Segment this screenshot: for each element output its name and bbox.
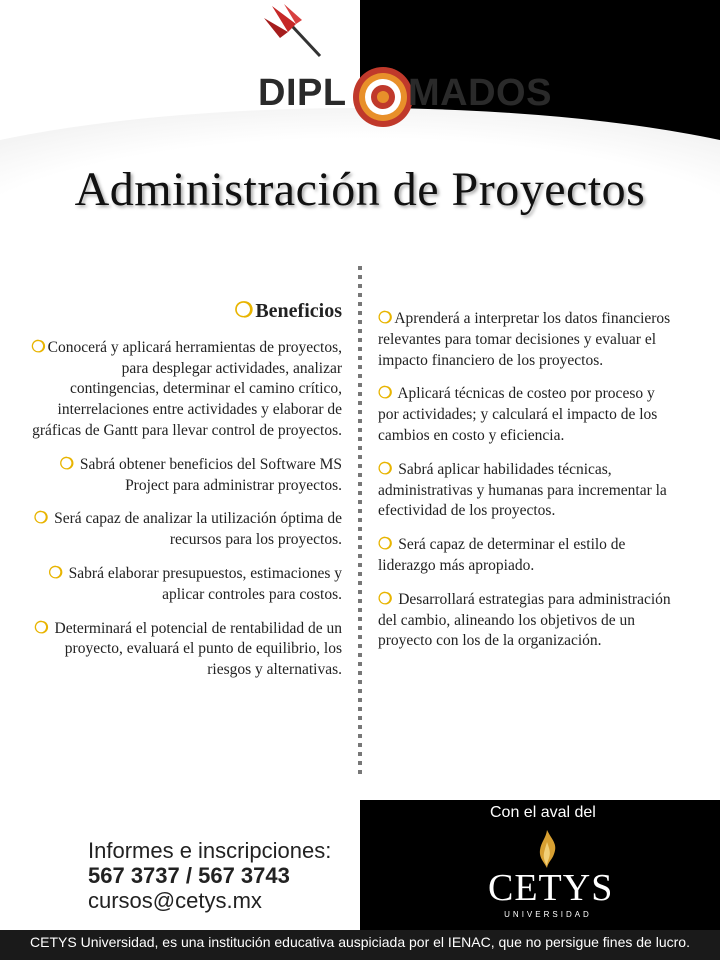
dart-icon	[262, 4, 332, 64]
bullet-icon: ❍	[378, 385, 393, 403]
bullet-icon: ❍	[378, 460, 393, 478]
contact-email[interactable]: cursos@cetys.mx	[88, 888, 262, 913]
list-item-text: Será capaz de analizar la utilización óptima de recursos para los proyectos.	[50, 510, 342, 549]
list-item	[378, 590, 678, 652]
bullet-icon: ❍	[378, 590, 393, 608]
bullet-icon: ❍	[31, 338, 46, 356]
list-item-text: Aplicará técnicas de costeo por proceso y por actividades; y calculará el impacto de los cambios en costo y eficiencia.	[378, 385, 658, 444]
bullet-icon: ❍	[48, 564, 63, 582]
list-item-text: Desarrollará estrategias para administración del cambio, alineando los objetivos de un proyecto con los de la organización.	[378, 590, 671, 650]
list-item-text: Determinará el potencial de rentabilidad de un proyecto, evaluará el punto de equilibrio, los riesgos y alternativas.	[50, 619, 342, 679]
contact-phones: 567 3737 / 567 3743	[88, 863, 290, 888]
list-item	[30, 338, 342, 442]
bullet-icon: ❍	[378, 310, 393, 327]
list-item	[30, 455, 342, 497]
list-item	[378, 535, 678, 577]
bullet-icon: ❍	[59, 455, 74, 473]
contact-info	[88, 838, 348, 913]
logo-text-left: DIPL	[258, 72, 347, 114]
column-divider	[358, 266, 362, 776]
benefits-heading-label: Beneficios	[255, 300, 342, 322]
bullet-icon: ❍	[33, 510, 49, 528]
footer-disclaimer: CETYS Universidad, es una institución educativa auspiciada por el IENAC, que no persigue fines de lucro.	[30, 934, 690, 950]
list-item	[30, 509, 342, 551]
logo-text-right: MADOS	[408, 72, 552, 114]
diplomados-logo	[258, 62, 552, 132]
list-item-text: Sabrá aplicar habilidades técnicas, administrativas y humanas para incrementar la efectividad de los proyectos.	[378, 460, 667, 520]
list-item	[378, 309, 678, 371]
cetys-logo-subtext: UNIVERSIDAD	[504, 910, 592, 919]
bullet-icon: ❍	[34, 619, 49, 637]
benefits-right-column	[378, 309, 678, 665]
list-item-text: Sabrá elaborar presupuestos, estimaciones y aplicar controles para costos.	[64, 564, 342, 603]
list-item-text: Aprenderá a interpretar los datos financieros relevantes para tomar decisiones y evaluar el impacto financiero de los proyectos.	[378, 310, 671, 369]
page-title: Administración de Proyectos	[74, 163, 646, 216]
bullet-icon: ❍	[234, 298, 254, 322]
benefits-heading	[30, 300, 342, 322]
list-item	[30, 564, 342, 606]
bullet-icon: ❍	[378, 536, 393, 554]
list-item	[30, 619, 342, 681]
benefits-left-column	[30, 300, 342, 694]
endorsement-label: Con el aval del	[490, 804, 596, 821]
list-item	[378, 384, 678, 446]
list-item-text: Sabrá obtener beneficios del Software MS Project para administrar proyectos.	[75, 455, 342, 494]
list-item-text: Conocerá y aplicará herramientas de proyectos, para desplegar actividades, analizar contingencias, determinar el camino crítico, interrelaciones entre actividades y elaborar de gráficas de Gantt para llevar control de proyectos.	[32, 338, 342, 439]
contact-label: Informes e inscripciones:	[88, 838, 332, 863]
list-item-text: Será capaz de determinar el estilo de liderazgo más apropiado.	[378, 536, 626, 574]
list-item	[378, 460, 678, 522]
cetys-logo-text: CETYS	[488, 867, 614, 909]
